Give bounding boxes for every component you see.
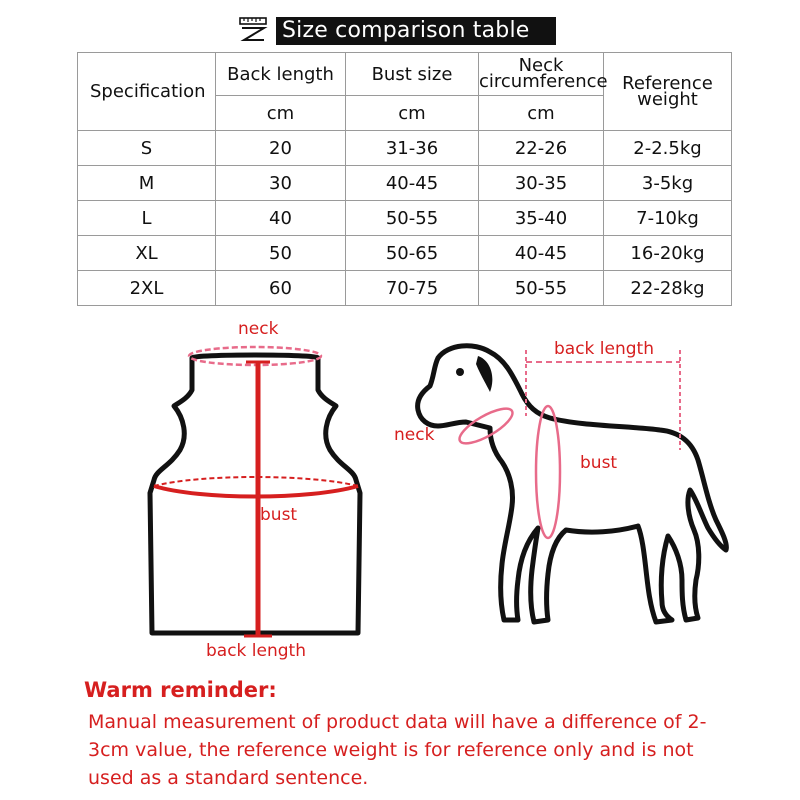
cell-bust-size: 50-65 xyxy=(346,236,479,271)
size-table xyxy=(77,52,732,306)
cell-spec: XL xyxy=(78,236,216,271)
cell-weight: 3-5kg xyxy=(604,166,732,201)
vest-bust-label: bust xyxy=(260,505,298,525)
cell-neck: 50-55 xyxy=(479,271,604,306)
header-neck-line1: Neck xyxy=(518,55,564,76)
table-row xyxy=(78,166,732,201)
table-row xyxy=(78,201,732,236)
cell-back-length: 20 xyxy=(216,131,346,166)
header-weight-line1: Reference xyxy=(622,72,713,94)
page-title: Size comparison table xyxy=(276,17,556,45)
page-header xyxy=(238,14,556,44)
table-row xyxy=(78,131,732,166)
cell-back-length: 30 xyxy=(216,166,346,201)
dog-back-length-label: back length xyxy=(554,339,654,359)
table-row xyxy=(78,271,732,306)
reminder-text: Manual measurement of product data will have a difference of 2-3cm value, the reference weight is for reference only and is not used as a standard sentence. xyxy=(88,711,707,789)
cell-spec: 2XL xyxy=(78,271,216,306)
cell-weight: 7-10kg xyxy=(604,201,732,236)
cell-spec: M xyxy=(78,166,216,201)
dog-bust-ellipse xyxy=(536,406,560,538)
cell-neck: 40-45 xyxy=(479,236,604,271)
cell-back-length: 60 xyxy=(216,271,346,306)
vest-diagram xyxy=(140,318,380,668)
cell-weight: 22-28kg xyxy=(604,271,732,306)
header-back-length: Back length xyxy=(216,53,346,96)
cell-spec: L xyxy=(78,201,216,236)
unit-bust-size: cm xyxy=(346,96,479,131)
dog-neck-label: neck xyxy=(394,425,435,445)
dog-ear xyxy=(476,356,492,392)
reminder-title: Warm reminder: xyxy=(84,678,277,702)
cell-back-length: 50 xyxy=(216,236,346,271)
cell-bust-size: 40-45 xyxy=(346,166,479,201)
vest-back-length-label: back length xyxy=(206,641,306,661)
cell-spec: S xyxy=(78,131,216,166)
dog-bust-label: bust xyxy=(580,453,618,473)
cell-bust-size: 50-55 xyxy=(346,201,479,236)
header-neck-circumference xyxy=(479,53,608,96)
cell-weight: 16-20kg xyxy=(604,236,732,271)
table-row xyxy=(78,236,732,271)
unit-neck: cm xyxy=(479,96,604,131)
cell-bust-size: 70-75 xyxy=(346,271,479,306)
table-header-row xyxy=(78,53,732,96)
cell-neck: 30-35 xyxy=(479,166,604,201)
cell-bust-size: 31-36 xyxy=(346,131,479,166)
header-neck-line2: circumference xyxy=(479,71,608,92)
header-bust-size: Bust size xyxy=(346,53,479,96)
cell-neck: 35-40 xyxy=(479,201,604,236)
header-weight-line2: weight xyxy=(637,88,698,110)
unit-back-length: cm xyxy=(216,96,346,131)
cell-neck: 22-26 xyxy=(479,131,604,166)
vest-neck-label: neck xyxy=(238,319,279,339)
dog-diagram xyxy=(390,330,740,630)
cell-back-length: 40 xyxy=(216,201,346,236)
header-specification: Specification xyxy=(78,53,216,131)
ruler-icon xyxy=(238,16,268,42)
dog-eye xyxy=(456,368,464,376)
header-reference-weight xyxy=(604,53,732,131)
cell-weight: 2-2.5kg xyxy=(604,131,732,166)
